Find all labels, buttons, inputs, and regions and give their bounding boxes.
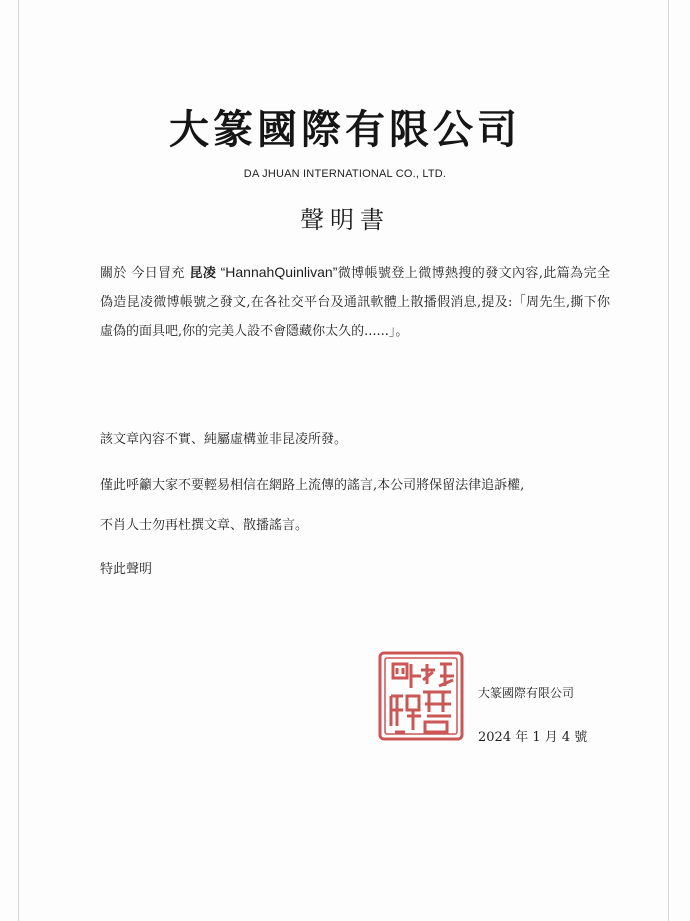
statement-closing: 特此聲明: [100, 562, 153, 577]
statement-line-appeal: 僅此呼籲大家不要輕易相信在網路上流傳的謠言,本公司將保留法律追訴權,: [100, 478, 525, 493]
intro-prefix: 關於 今日冒充: [100, 266, 190, 281]
company-name-english: DA JHUAN INTERNATIONAL CO., LTD.: [243, 168, 447, 180]
statement-line-false-content: 該文章內容不實、純屬虛構並非昆凌所發。: [100, 432, 348, 447]
signature-company-name: 大篆國際有限公司: [478, 686, 575, 700]
company-seal: [377, 650, 465, 742]
quoted-account-name: “HannahQuinlivan”: [216, 264, 338, 280]
subject-name: 昆凌: [189, 266, 217, 281]
intro-rest: 微博帳號登上微博熱搜的發文內容,此篇為完全偽造昆凌微博帳號之發文,在各社交平台及通訊軟體上散播假消息,提及:「周先生,撕下你虛偽的面具吧,你的完美人設不會隱藏你太久的......」。: [100, 266, 610, 339]
signature-date: 2024 年 1 月 4 號: [478, 730, 588, 745]
company-name-chinese: 大篆國際有限公司: [169, 106, 521, 153]
statement-line-warning: 不肖人士勿再杜撰文章、散播謠言。: [100, 518, 309, 533]
statement-main-paragraph: [100, 258, 610, 346]
document-title: 聲明書: [300, 206, 390, 234]
